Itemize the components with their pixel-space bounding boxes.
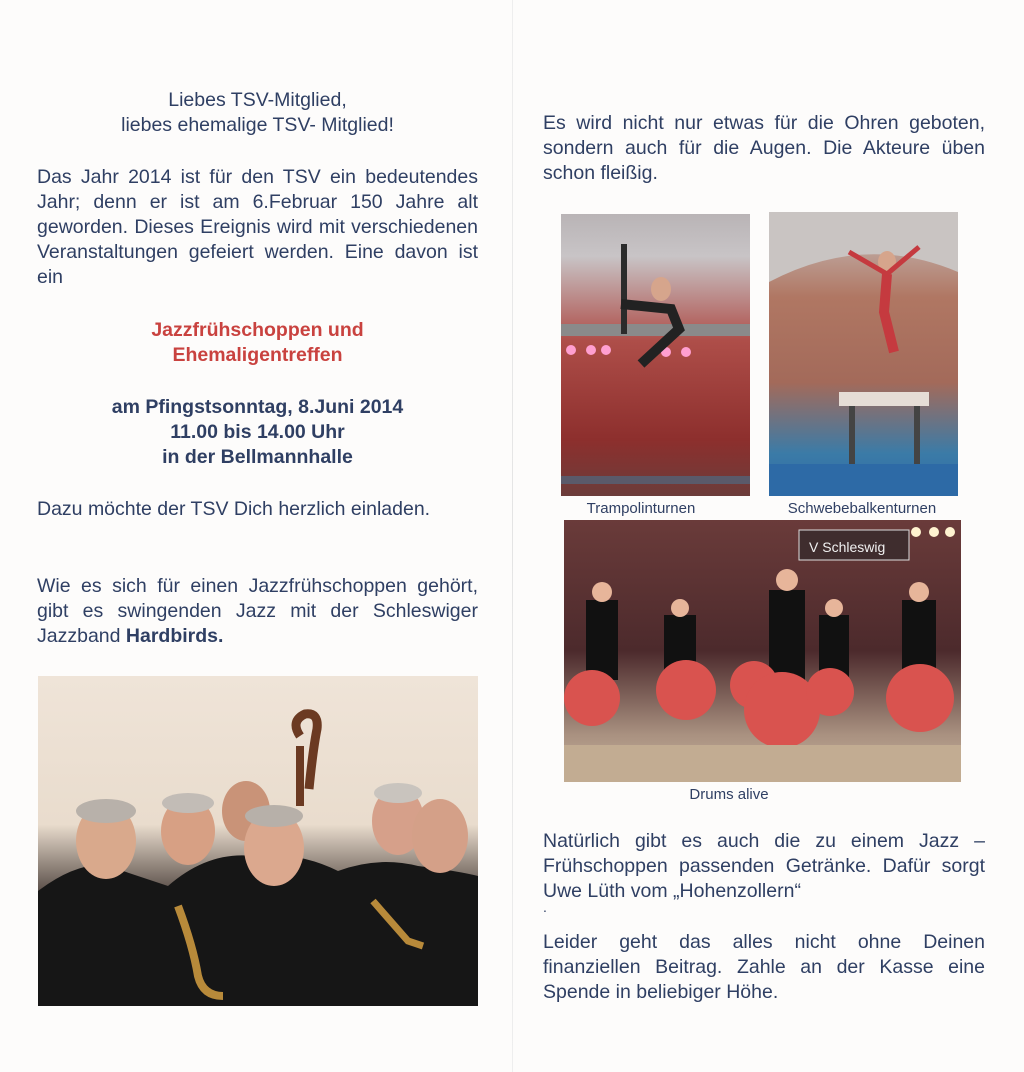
greeting	[37, 88, 478, 138]
jazz-paragraph	[37, 574, 478, 649]
invite-paragraph: Dazu möchte der TSV Dich herzlich einladen.	[37, 498, 431, 520]
caption-drums: Drums alive	[689, 786, 769, 803]
trampolin-photo	[561, 214, 750, 496]
greeting-line-2: liebes ehemalige TSV- Mitglied!	[121, 114, 394, 136]
band-photo	[38, 676, 478, 1006]
event-details	[37, 395, 478, 470]
caption-trampolin: Trampolinturnen	[586, 500, 696, 517]
caption-schwebebalken: Schwebebalkenturnen	[787, 500, 937, 517]
event-time: 11.00 bis 14.00 Uhr	[170, 421, 345, 443]
event-place: in der Bellmannhalle	[162, 446, 353, 468]
band-name: Hardbirds	[125, 625, 219, 647]
jazz-text: Wie es sich für einen Jazzfrühschoppen gehört, gibt es swingenden Jazz mit der Schleswiger Jazzband	[37, 575, 478, 647]
page-fold	[512, 0, 513, 1072]
event-title-line-2: Ehemaligentreffen	[172, 344, 343, 366]
donation-paragraph: Leider geht das alles nicht ohne Deinen finanziellen Beitrag. Zahle an der Kasse eine Spende in beliebiger Höhe.	[543, 931, 985, 1003]
banner-text: V Schleswig	[809, 539, 886, 555]
schwebebalken-photo	[769, 212, 958, 496]
stray-dot: .	[543, 899, 547, 915]
event-date: am Pfingstsonntag, 8.Juni 2014	[111, 396, 404, 418]
band-suffix: .	[218, 625, 224, 647]
greeting-line-1: Liebes TSV-Mitglied,	[168, 89, 347, 111]
intro-paragraph: Das Jahr 2014 ist für den TSV ein bedeutendes Jahr; denn er ist am 6.Februar 150 Jahre alt geworden. Dieses Ereignis wird mit verschiedenen Veranstaltungen gefeiert werden. Eine davon ist ein	[37, 166, 478, 288]
drums-alive-photo	[564, 520, 961, 782]
event-title	[37, 318, 478, 368]
drinks-paragraph: Natürlich gibt es auch die zu einem Jazz – Frühschoppen passenden Getränke. Dafür sorgt Uwe Lüth vom „Hohenzollern“	[543, 830, 985, 902]
eyes-paragraph: Es wird nicht nur etwas für die Ohren geboten, sondern auch für die Augen. Die Akteure üben schon fleißig.	[543, 112, 985, 184]
event-title-line-1: Jazzfrühschoppen und	[151, 319, 364, 341]
